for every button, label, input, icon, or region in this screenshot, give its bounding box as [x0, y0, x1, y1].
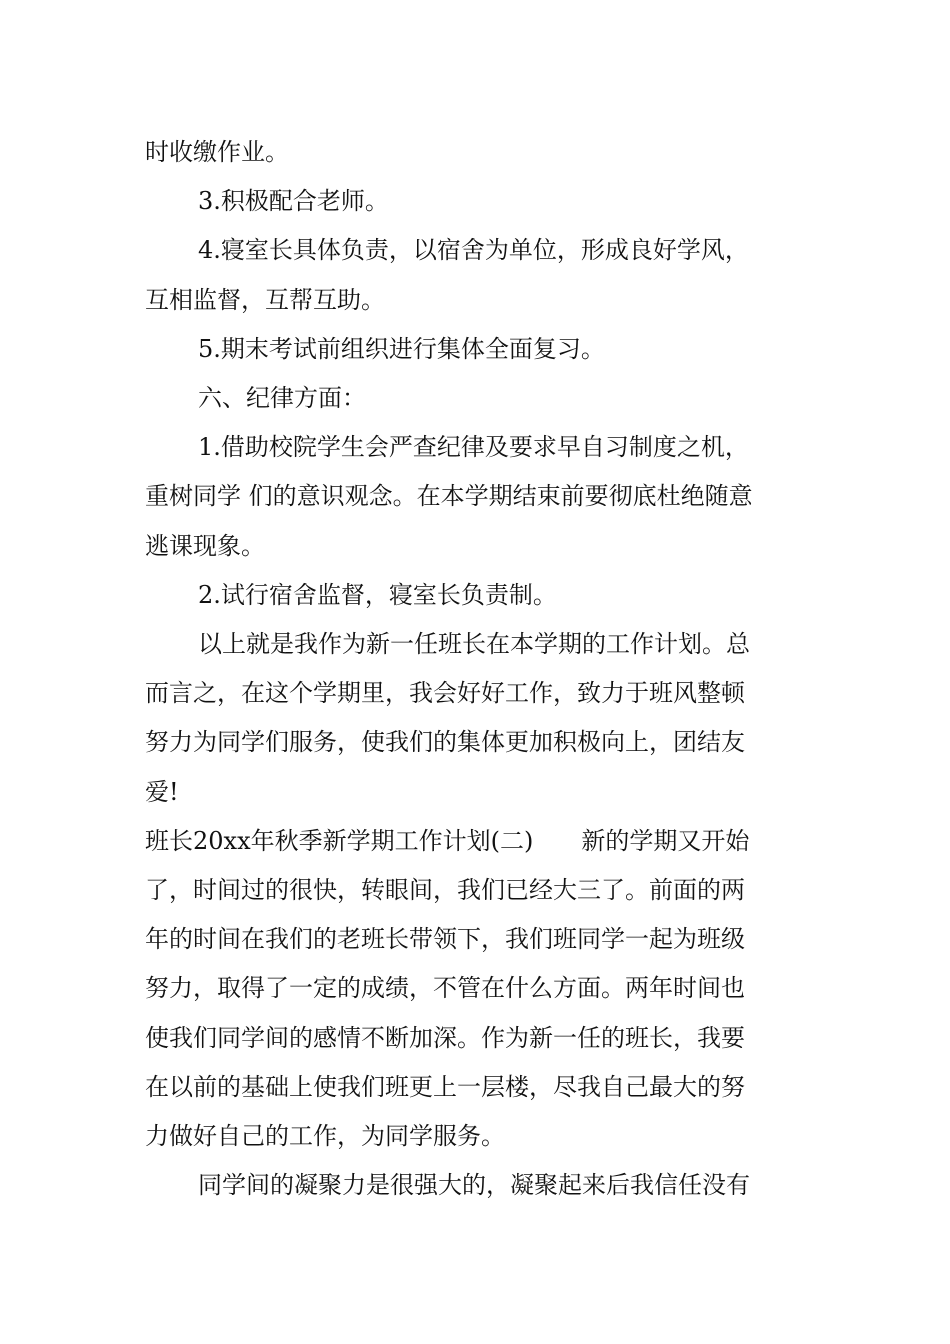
text-line: 使我们同学间的感情不断加深。作为新一任的班长，我要	[145, 1023, 745, 1052]
text-line: 5.期末考试前组织进行集体全面复习。	[198, 334, 605, 363]
text-line: 重树同学 们的意识观念。在本学期结束前要彻底杜绝随意	[145, 482, 753, 511]
text-line: 3.积极配合老师。	[198, 187, 389, 216]
text-line: 同学间的凝聚力是很强大的，凝聚起来后我信任没有	[198, 1171, 750, 1200]
text-line: 努力为同学们服务，使我们的集体更加积极向上，团结友	[145, 728, 745, 757]
text-line: 4.寝室长具体负责，以宿舍为单位，形成良好学风，	[198, 236, 749, 265]
section-heading: 六、纪律方面：	[198, 384, 366, 413]
text-line: 了，时间过的很快，转眼间，我们已经大三了。前面的两	[145, 876, 745, 905]
text-line: 而言之，在这个学期里，我会好好工作，致力于班风整顿	[145, 679, 745, 708]
text-line: 1.借助校院学生会严查纪律及要求早自习制度之机，	[198, 433, 749, 462]
text-line: 在以前的基础上使我们班更上一层楼，尽我自己最大的努	[145, 1072, 745, 1101]
text-line: 2.试行宿舍监督，寝室长负责制。	[198, 580, 557, 609]
text-line: 年的时间在我们的老班长带领下，我们班同学一起为班级	[145, 925, 745, 954]
section-title-line: 班长20xx年秋季新学期工作计划(二) 新的学期又开始	[145, 826, 750, 855]
text-line: 逃课现象。	[145, 531, 265, 560]
text-line: 互相监督，互帮互助。	[145, 285, 385, 314]
text-line: 时收缴作业。	[145, 138, 289, 166]
text-line: 力做好自己的工作，为同学服务。	[145, 1122, 505, 1151]
text-line: 努力，取得了一定的成绩，不管在什么方面。两年时间也	[145, 974, 745, 1003]
text-line: 爱!	[145, 777, 179, 806]
text-line: 以上就是我作为新一任班长在本学期的工作计划。总	[198, 630, 750, 659]
document-body	[145, 128, 810, 1210]
